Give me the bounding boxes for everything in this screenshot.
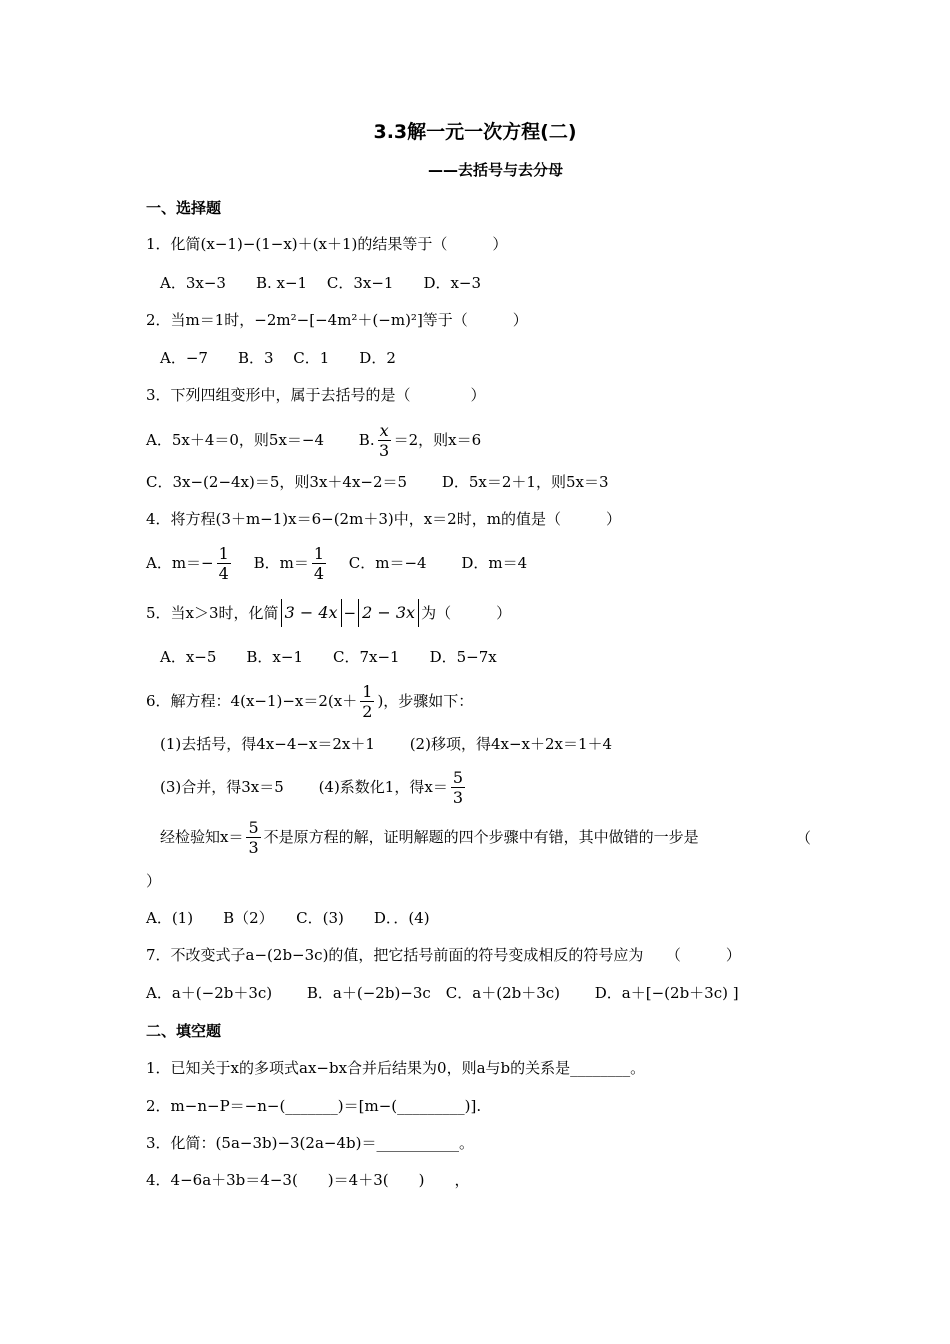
option-cd-text: C．m＝−4 D．m＝4 bbox=[329, 554, 528, 572]
answer-paren-close: ） bbox=[146, 872, 162, 890]
fraction bbox=[246, 818, 260, 857]
question-3-options-ab bbox=[146, 420, 481, 460]
fill-question-1: 1．已知关于x的多项式ax−bx合并后结果为0，则a与b的关系是________。 bbox=[146, 1059, 646, 1077]
question-2-stem: 2．当m＝1时，−2m²−[−4m²＋(−m)²]等于（ ） bbox=[146, 311, 528, 329]
question-3-options-cd: C．3x−(2−4x)＝5，则3x＋4x−2＝5 D．5x＝2＋1，则5x＝3 bbox=[146, 473, 609, 491]
absolute-value: 3 − 4x bbox=[281, 599, 342, 627]
fraction-numerator: 1 bbox=[313, 543, 325, 563]
fraction bbox=[360, 682, 374, 721]
option-b-tail: ＝2，则x＝6 bbox=[393, 431, 482, 449]
fraction-numerator: x bbox=[379, 420, 389, 440]
fraction-numerator: 5 bbox=[248, 817, 259, 837]
question-2-options: A．−7 B．3 C．1 D．2 bbox=[160, 349, 396, 367]
fraction bbox=[378, 421, 391, 460]
minus-sign: − bbox=[343, 604, 357, 622]
steps-text: (3)合并，得3x＝5 (4)系数化1，得x＝ bbox=[160, 778, 448, 796]
fraction bbox=[312, 544, 326, 583]
stem-text: )，步骤如下： bbox=[377, 692, 474, 710]
question-6-stem bbox=[146, 680, 473, 722]
question-4-stem: 4．将方程(3＋m−1)x＝6−(2m＋3)中，x＝2时，m的值是（ ） bbox=[146, 510, 621, 528]
fraction-denominator: 4 bbox=[218, 563, 229, 583]
option-a-text: A．5x＋4＝0，则5x＝−4 B. bbox=[146, 431, 375, 449]
fraction bbox=[451, 768, 465, 807]
question-6-options: A．(1) B（2） C．(3) D．．(4) bbox=[146, 909, 430, 927]
fraction-denominator: 3 bbox=[379, 440, 390, 460]
fill-question-3: 3．化简：(5a−3b)−3(2a−4b)＝___________。 bbox=[146, 1134, 474, 1152]
page-title: 3.3解一元一次方程(二) bbox=[373, 121, 577, 143]
question-5-options: A．x−5 B．x−1 C．7x−1 D．5−7x bbox=[160, 648, 497, 666]
fraction-numerator: 1 bbox=[218, 543, 229, 563]
question-6-check bbox=[160, 816, 699, 858]
check-text: 不是原方程的解，证明解题的四个步骤中有错，其中做错的一步是 bbox=[263, 828, 699, 846]
question-6-steps-3-4 bbox=[160, 766, 468, 808]
page-subtitle: ——去括号与去分母 bbox=[428, 161, 564, 179]
question-1-options: A．3x−3 B. x−1 C．3x−1 D．x−3 bbox=[160, 274, 482, 292]
fraction bbox=[217, 544, 231, 583]
absolute-value: 2 − 3x bbox=[358, 599, 419, 627]
question-7-stem: 7．不改变式子a−(2b−3c)的值，把它括号前面的符号变成相反的符号应为 （ ） bbox=[146, 946, 741, 964]
fraction-numerator: 1 bbox=[362, 681, 373, 701]
fraction-denominator: 4 bbox=[313, 563, 325, 583]
fraction-denominator: 2 bbox=[362, 701, 373, 721]
stem-text: 为（ ） bbox=[421, 604, 512, 622]
question-7-options: A．a＋(−2b＋3c) B．a＋(−2b)−3c C．a＋(2b＋3c) D．a＋[−(2b＋3c) ] bbox=[146, 984, 739, 1002]
fraction-denominator: 3 bbox=[452, 787, 464, 807]
fill-question-4: 4．4−6a＋3b＝4−3( )＝4＋3( ) ， bbox=[146, 1171, 470, 1189]
question-6-steps-1-2: (1)去括号，得4x−4−x＝2x＋1 (2)移项，得4x−x＋2x＝1＋4 bbox=[160, 735, 613, 753]
fill-question-2: 2．m−n−P＝−n−(_______)＝[m−(_________)]. bbox=[146, 1097, 482, 1115]
stem-text: 6．解方程：4(x−1)−x＝2(x＋ bbox=[146, 692, 358, 710]
option-b-text: B．m＝ bbox=[233, 554, 309, 572]
answer-paren-open: （ bbox=[796, 829, 812, 847]
fraction-numerator: 5 bbox=[452, 767, 464, 787]
question-5-stem bbox=[146, 598, 511, 628]
question-3-stem: 3．下列四组变形中，属于去括号的是（ ） bbox=[146, 386, 486, 404]
stem-text: 5．当x＞3时，化简 bbox=[146, 604, 279, 622]
section-heading-choice: 一、选择题 bbox=[146, 199, 222, 217]
check-text: 经检验知x＝ bbox=[160, 828, 244, 846]
fraction-denominator: 3 bbox=[248, 837, 259, 857]
option-a-text: A．m＝− bbox=[146, 554, 214, 572]
section-heading-fill: 二、填空题 bbox=[146, 1022, 222, 1040]
question-1-stem: 1．化简(x−1)−(1−x)＋(x＋1)的结果等于（ ） bbox=[146, 235, 508, 253]
question-4-options bbox=[146, 542, 527, 584]
